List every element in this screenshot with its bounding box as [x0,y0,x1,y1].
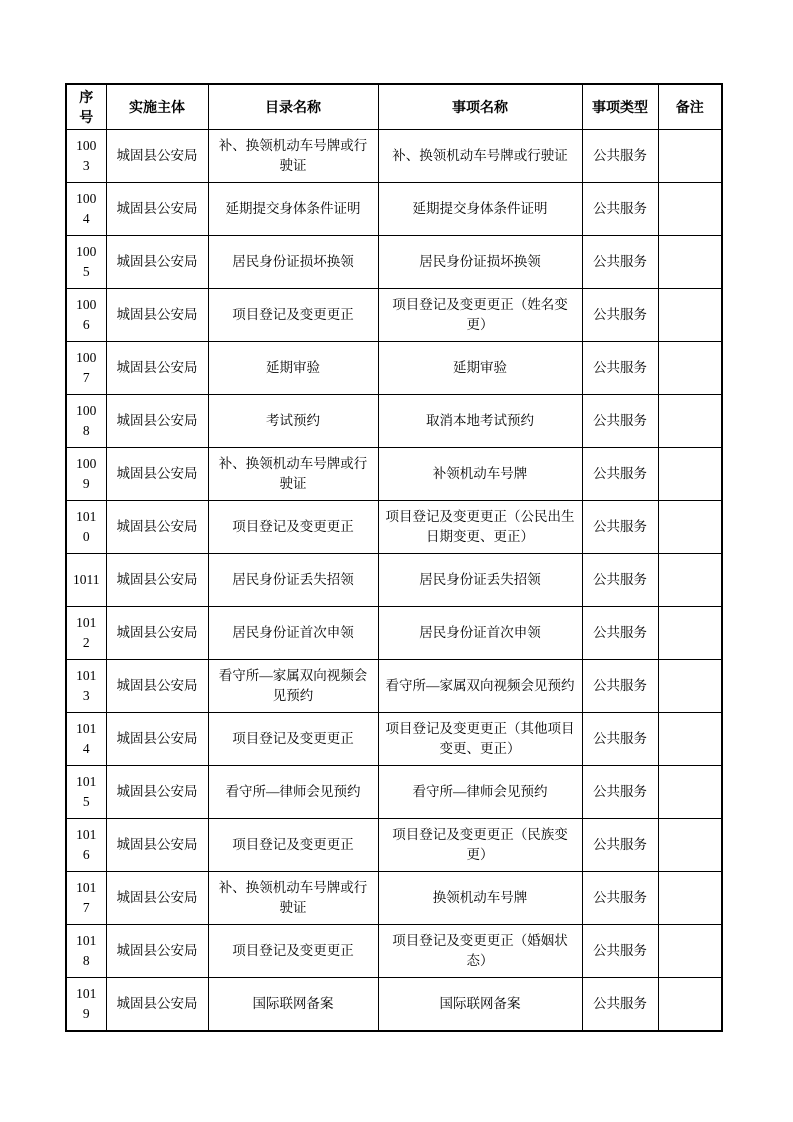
cell-catalog: 项目登记及变更更正 [208,713,378,766]
cell-type: 公共服务 [582,766,658,819]
cell-serial: 1005 [66,236,106,289]
header-implementer: 实施主体 [106,84,208,130]
cell-item: 换领机动车号牌 [378,872,582,925]
cell-implementer: 城固县公安局 [106,607,208,660]
cell-type: 公共服务 [582,342,658,395]
cell-catalog: 补、换领机动车号牌或行驶证 [208,448,378,501]
cell-type: 公共服务 [582,395,658,448]
cell-catalog: 补、换领机动车号牌或行驶证 [208,130,378,183]
cell-serial: 1008 [66,395,106,448]
cell-serial: 1003 [66,130,106,183]
cell-serial: 1004 [66,183,106,236]
cell-serial: 1013 [66,660,106,713]
cell-remark [658,713,722,766]
cell-type: 公共服务 [582,713,658,766]
table-row [66,501,722,554]
cell-item: 居民身份证首次申领 [378,607,582,660]
cell-item: 延期提交身体条件证明 [378,183,582,236]
cell-type: 公共服务 [582,819,658,872]
table-row [66,819,722,872]
header-remark: 备注 [658,84,722,130]
table-header-row [66,84,722,130]
cell-type: 公共服务 [582,554,658,607]
table-row [66,448,722,501]
cell-item: 项目登记及变更更正（姓名变更） [378,289,582,342]
cell-implementer: 城固县公安局 [106,713,208,766]
header-catalog: 目录名称 [208,84,378,130]
cell-item: 国际联网备案 [378,978,582,1031]
cell-implementer: 城固县公安局 [106,501,208,554]
cell-catalog: 补、换领机动车号牌或行驶证 [208,872,378,925]
cell-catalog: 考试预约 [208,395,378,448]
cell-remark [658,554,722,607]
cell-serial: 1015 [66,766,106,819]
table-row [66,183,722,236]
cell-serial: 1007 [66,342,106,395]
cell-item: 居民身份证损坏换领 [378,236,582,289]
cell-remark [658,289,722,342]
cell-type: 公共服务 [582,872,658,925]
table-row [66,554,722,607]
cell-catalog: 居民身份证损坏换领 [208,236,378,289]
cell-item: 项目登记及变更更正（其他项目变更、更正） [378,713,582,766]
header-serial: 序号 [66,84,106,130]
cell-item: 居民身份证丢失招领 [378,554,582,607]
cell-implementer: 城固县公安局 [106,289,208,342]
cell-remark [658,448,722,501]
table-row [66,607,722,660]
cell-implementer: 城固县公安局 [106,395,208,448]
cell-implementer: 城固县公安局 [106,342,208,395]
cell-implementer: 城固县公安局 [106,925,208,978]
cell-item: 补、换领机动车号牌或行驶证 [378,130,582,183]
table-row [66,660,722,713]
cell-remark [658,872,722,925]
cell-serial: 1018 [66,925,106,978]
cell-type: 公共服务 [582,925,658,978]
cell-implementer: 城固县公安局 [106,872,208,925]
cell-implementer: 城固县公安局 [106,978,208,1031]
cell-serial: 1014 [66,713,106,766]
table-header [66,84,722,130]
table-row [66,713,722,766]
cell-remark [658,501,722,554]
cell-type: 公共服务 [582,183,658,236]
table-body [66,130,722,1031]
cell-implementer: 城固县公安局 [106,766,208,819]
cell-implementer: 城固县公安局 [106,819,208,872]
cell-type: 公共服务 [582,501,658,554]
cell-remark [658,978,722,1031]
cell-remark [658,819,722,872]
cell-type: 公共服务 [582,289,658,342]
cell-serial: 1012 [66,607,106,660]
cell-item: 项目登记及变更更正（公民出生日期变更、更正） [378,501,582,554]
cell-catalog: 项目登记及变更更正 [208,501,378,554]
cell-catalog: 看守所—家属双向视频会见预约 [208,660,378,713]
table-row [66,395,722,448]
cell-catalog: 国际联网备案 [208,978,378,1031]
table-row [66,925,722,978]
cell-remark [658,766,722,819]
cell-remark [658,236,722,289]
cell-implementer: 城固县公安局 [106,236,208,289]
cell-serial: 1019 [66,978,106,1031]
cell-remark [658,660,722,713]
cell-implementer: 城固县公安局 [106,554,208,607]
cell-type: 公共服务 [582,236,658,289]
cell-remark [658,130,722,183]
cell-catalog: 项目登记及变更更正 [208,925,378,978]
cell-type: 公共服务 [582,607,658,660]
cell-implementer: 城固县公安局 [106,183,208,236]
service-items-table [65,83,723,1032]
cell-item: 看守所—家属双向视频会见预约 [378,660,582,713]
cell-remark [658,925,722,978]
cell-catalog: 项目登记及变更更正 [208,819,378,872]
cell-serial: 1016 [66,819,106,872]
cell-item: 项目登记及变更更正（民族变更） [378,819,582,872]
cell-item: 延期审验 [378,342,582,395]
cell-implementer: 城固县公安局 [106,448,208,501]
table-row [66,236,722,289]
cell-type: 公共服务 [582,130,658,183]
cell-remark [658,607,722,660]
cell-catalog: 居民身份证丢失招领 [208,554,378,607]
table-row [66,130,722,183]
cell-serial: 1010 [66,501,106,554]
table-row [66,289,722,342]
table-row [66,978,722,1031]
cell-implementer: 城固县公安局 [106,130,208,183]
cell-item: 看守所—律师会见预约 [378,766,582,819]
table-row [66,872,722,925]
cell-serial: 1011 [66,554,106,607]
cell-serial: 1017 [66,872,106,925]
cell-item: 取消本地考试预约 [378,395,582,448]
cell-serial: 1006 [66,289,106,342]
cell-type: 公共服务 [582,660,658,713]
cell-catalog: 延期审验 [208,342,378,395]
header-item: 事项名称 [378,84,582,130]
cell-item: 项目登记及变更更正（婚姻状态） [378,925,582,978]
header-type: 事项类型 [582,84,658,130]
cell-catalog: 看守所—律师会见预约 [208,766,378,819]
table-row [66,342,722,395]
table-row [66,766,722,819]
cell-serial: 1009 [66,448,106,501]
cell-catalog: 延期提交身体条件证明 [208,183,378,236]
cell-type: 公共服务 [582,448,658,501]
cell-catalog: 居民身份证首次申领 [208,607,378,660]
cell-remark [658,183,722,236]
cell-type: 公共服务 [582,978,658,1031]
cell-remark [658,395,722,448]
cell-remark [658,342,722,395]
cell-implementer: 城固县公安局 [106,660,208,713]
cell-catalog: 项目登记及变更更正 [208,289,378,342]
cell-item: 补领机动车号牌 [378,448,582,501]
